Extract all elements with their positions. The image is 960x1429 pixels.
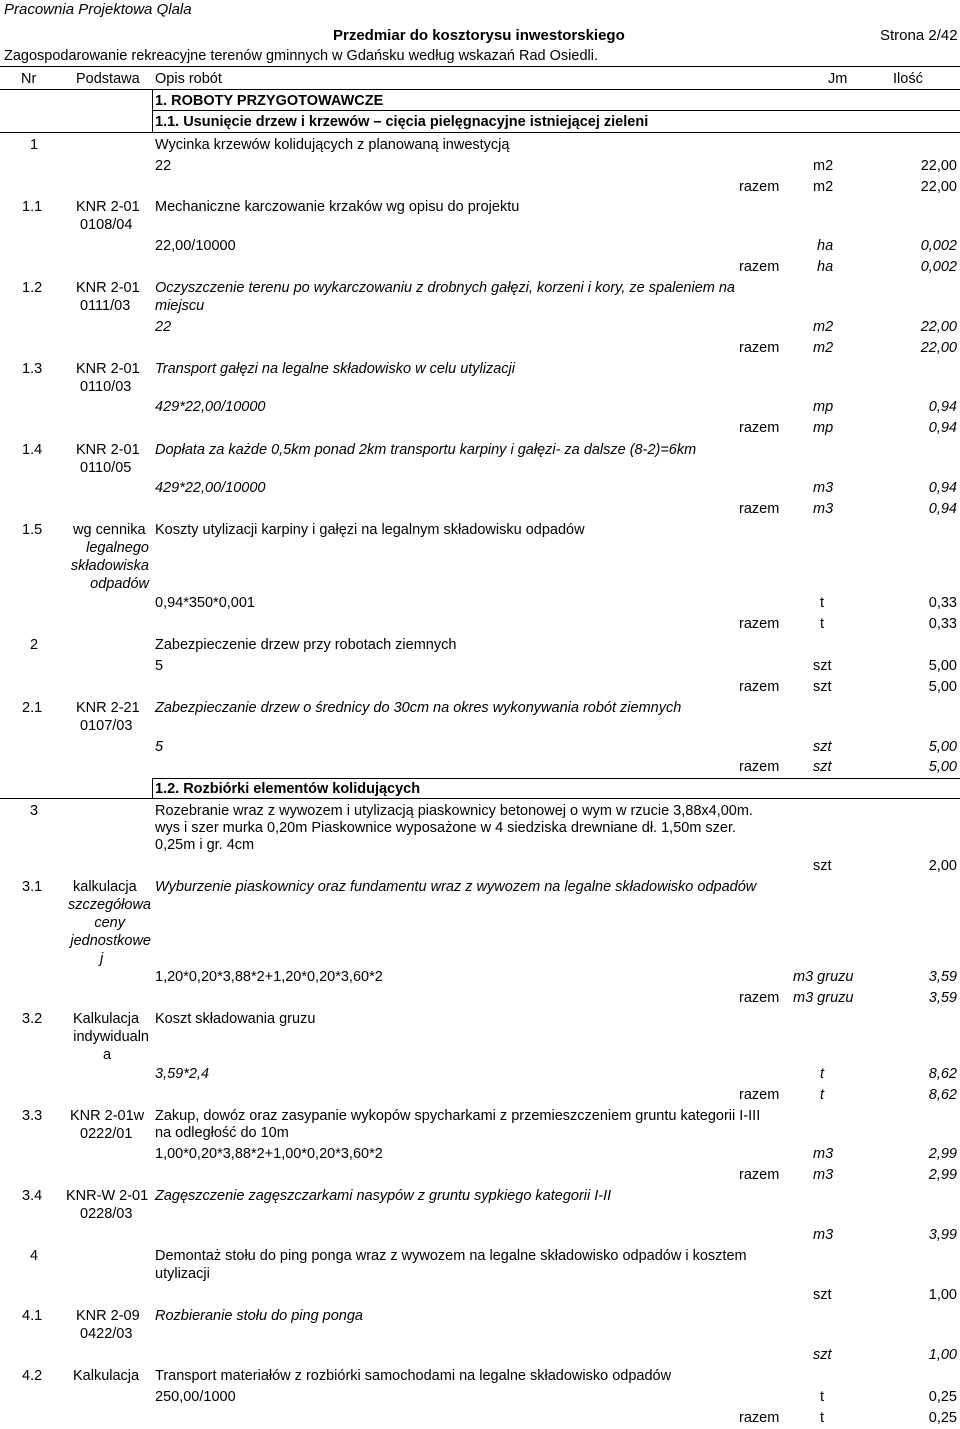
sum-label: razem bbox=[739, 990, 780, 1006]
item-unit: t bbox=[820, 1389, 825, 1405]
sum-unit: t bbox=[820, 1087, 825, 1103]
item-quantity: 22,00 bbox=[920, 319, 957, 335]
item-basis: KNR 2-09 bbox=[76, 1308, 140, 1324]
sum-label: razem bbox=[739, 420, 780, 436]
item-quantity: 8,62 bbox=[928, 1066, 957, 1082]
sum-label: razem bbox=[739, 1410, 780, 1426]
company-name: Pracownia Projektowa Qlala bbox=[4, 1, 192, 18]
item-basis: wg cennika bbox=[73, 522, 146, 538]
item-nr: 4.2 bbox=[22, 1368, 43, 1384]
item-description: Demontaż stołu do ping ponga wraz z wywozem na legalne składowisko odpadów i kosztem bbox=[155, 1248, 747, 1264]
item-unit: m3 bbox=[813, 480, 834, 496]
item-basis: 0110/05 bbox=[80, 460, 132, 476]
item-unit: t bbox=[820, 1066, 825, 1082]
item-quantity: 5,00 bbox=[928, 739, 957, 755]
col-nr: Nr bbox=[21, 71, 37, 87]
item-nr: 4.1 bbox=[22, 1308, 43, 1324]
item-basis: 0108/04 bbox=[80, 217, 133, 233]
item-basis: 0422/03 bbox=[80, 1326, 133, 1342]
sum-label: razem bbox=[739, 340, 780, 356]
item-description: Zakup, dowóz oraz zasypanie wykopów spycharkami z przemieszczeniem gruntu kategorii I-III bbox=[155, 1108, 761, 1124]
item-quantity: 0,94 bbox=[928, 480, 957, 496]
item-basis: KNR 2-01 bbox=[76, 199, 140, 215]
item-basis: szczegółowa bbox=[67, 897, 151, 913]
sum-quantity: 22,00 bbox=[920, 179, 957, 195]
sum-label: razem bbox=[739, 1087, 780, 1103]
item-quantity: 0,25 bbox=[928, 1389, 957, 1405]
item-basis: KNR 2-01 bbox=[76, 361, 140, 377]
item-description: Wycinka krzewów kolidujących z planowaną inwestycją bbox=[155, 137, 510, 153]
sum-unit: szt bbox=[813, 759, 832, 775]
item-description: Dopłata za każde 0,5km ponad 2km transportu karpiny i gałęzi- za dalsze (8-2)=6km bbox=[155, 442, 697, 458]
item-basis: j bbox=[100, 951, 104, 967]
item-unit: t bbox=[820, 595, 825, 611]
sum-unit: m3 bbox=[813, 1167, 834, 1183]
sum-quantity: 0,94 bbox=[928, 501, 957, 517]
item-nr: 1 bbox=[30, 137, 39, 153]
section-rule bbox=[0, 798, 960, 799]
item-nr: 3.3 bbox=[22, 1108, 43, 1124]
grid-line bbox=[152, 778, 153, 798]
item-calculation: 0,94*350*0,001 bbox=[155, 595, 255, 611]
sum-unit: mp bbox=[813, 420, 834, 436]
sum-quantity: 2,99 bbox=[928, 1167, 957, 1183]
item-basis: kalkulacja bbox=[73, 879, 137, 895]
item-nr: 1.3 bbox=[22, 361, 43, 377]
sum-quantity: 5,00 bbox=[928, 759, 957, 775]
document-title: Przedmiar do kosztorysu inwestorskiego bbox=[333, 27, 625, 44]
sum-unit: szt bbox=[813, 679, 832, 695]
item-unit: szt bbox=[813, 1347, 832, 1363]
header-bottom-rule bbox=[0, 89, 960, 90]
item-unit: szt bbox=[813, 858, 832, 874]
sum-quantity: 0,002 bbox=[920, 259, 957, 275]
item-basis: 0110/03 bbox=[80, 379, 132, 395]
col-podstawa: Podstawa bbox=[76, 71, 140, 87]
col-opis: Opis robót bbox=[155, 71, 222, 87]
item-quantity: 3,99 bbox=[928, 1227, 957, 1243]
item-basis: Kalkulacja bbox=[73, 1011, 140, 1027]
grid-line bbox=[152, 90, 153, 110]
item-calculation: 5 bbox=[155, 658, 164, 674]
sum-unit: m2 bbox=[813, 179, 834, 195]
sum-label: razem bbox=[739, 759, 780, 775]
item-nr: 1.4 bbox=[22, 442, 43, 458]
item-description: Transport gałęzi na legalne składowisko w celu utylizacji bbox=[155, 361, 515, 377]
item-basis: KNR 2-21 bbox=[76, 700, 140, 716]
item-quantity: 2,99 bbox=[928, 1146, 957, 1162]
item-description: utylizacji bbox=[155, 1266, 210, 1282]
item-description: wys i szer murka 0,20m Piaskownice wyposażone w 4 siedziska drewniane dł. 1,50m szer. bbox=[155, 820, 737, 836]
col-jm: Jm bbox=[828, 71, 848, 87]
item-basis: jednostkowe bbox=[70, 933, 151, 949]
sum-label: razem bbox=[739, 259, 780, 275]
project-subtitle: Zagospodarowanie rekreacyjne terenów gminnych w Gdańsku według wskazań Rad Osiedli. bbox=[4, 48, 599, 64]
sum-quantity: 8,62 bbox=[928, 1087, 957, 1103]
item-description: Zabezpieczanie drzew o średnicy do 30cm na okres wykonywania robót ziemnych bbox=[155, 700, 682, 716]
item-basis: ceny bbox=[94, 915, 125, 931]
header-top-rule bbox=[0, 66, 960, 67]
item-quantity: 1,00 bbox=[928, 1287, 957, 1303]
item-calculation: 22,00/10000 bbox=[155, 238, 236, 254]
item-basis: składowiska bbox=[70, 558, 149, 574]
sum-quantity: 0,33 bbox=[928, 616, 957, 632]
item-quantity: 0,002 bbox=[920, 238, 957, 254]
item-nr: 3.1 bbox=[22, 879, 43, 895]
item-quantity: 1,00 bbox=[928, 1347, 957, 1363]
item-basis: odpadów bbox=[90, 576, 149, 592]
item-calculation: 5 bbox=[155, 739, 164, 755]
sum-unit: m3 bbox=[813, 501, 834, 517]
item-description: Zabezpieczenie drzew przy robotach ziemnych bbox=[155, 637, 457, 653]
item-calculation: 22 bbox=[155, 319, 172, 335]
item-basis: 0111/03 bbox=[80, 298, 131, 314]
item-description: Oczyszczenie terenu po wykarczowaniu z drobnych gałęzi, korzeni i kory, ze spaleniem na bbox=[155, 280, 735, 296]
section-rule bbox=[0, 132, 960, 133]
item-description: Koszt składowania gruzu bbox=[155, 1011, 316, 1027]
item-quantity: 0,94 bbox=[928, 399, 957, 415]
sum-unit: m2 bbox=[813, 340, 834, 356]
item-quantity: 22,00 bbox=[920, 158, 957, 174]
item-basis: 0222/01 bbox=[80, 1126, 133, 1142]
item-unit: m2 bbox=[813, 158, 834, 174]
item-quantity: 2,00 bbox=[928, 858, 957, 874]
item-basis: KNR 2-01w bbox=[70, 1108, 145, 1124]
item-calculation: 250,00/1000 bbox=[155, 1389, 236, 1405]
item-nr: 3.4 bbox=[22, 1188, 43, 1204]
item-description: Mechaniczne karczowanie krzaków wg opisu do projektu bbox=[155, 199, 520, 215]
item-quantity: 3,59 bbox=[928, 969, 957, 985]
sum-quantity: 0,25 bbox=[928, 1410, 957, 1426]
sum-label: razem bbox=[739, 179, 780, 195]
section-heading: 1.1. Usunięcie drzew i krzewów – cięcia pielęgnacyjne istniejącej zieleni bbox=[155, 114, 649, 130]
item-nr: 3.2 bbox=[22, 1011, 43, 1027]
item-unit: szt bbox=[813, 1287, 832, 1303]
item-nr: 4 bbox=[30, 1248, 39, 1264]
item-basis: Kalkulacja bbox=[73, 1368, 140, 1384]
sum-label: razem bbox=[739, 501, 780, 517]
item-quantity: 5,00 bbox=[928, 658, 957, 674]
page-number: Strona 2/42 bbox=[880, 27, 958, 44]
item-description: Zagęszczenie zagęszczarkami nasypów z gruntu sypkiego kategorii I-II bbox=[155, 1188, 612, 1204]
item-calculation: 1,20*0,20*3,88*2+1,20*0,20*3,60*2 bbox=[155, 969, 383, 985]
item-calculation: 1,00*0,20*3,88*2+1,00*0,20*3,60*2 bbox=[155, 1146, 383, 1162]
item-basis: 0228/03 bbox=[80, 1206, 133, 1222]
section-rule bbox=[152, 778, 960, 779]
item-unit: m3 bbox=[813, 1227, 834, 1243]
item-nr: 1.1 bbox=[22, 199, 43, 215]
item-description: miejscu bbox=[155, 298, 205, 314]
item-unit: mp bbox=[813, 399, 834, 415]
section-heading: 1. ROBOTY PRZYGOTOWAWCZE bbox=[155, 93, 384, 109]
sum-unit: m3 gruzu bbox=[793, 990, 854, 1006]
item-unit: szt bbox=[813, 658, 832, 674]
item-nr: 1.5 bbox=[22, 522, 43, 538]
item-description: Transport materiałów z rozbiórki samochodami na legalne składowisko odpadów bbox=[155, 1368, 672, 1384]
sum-label: razem bbox=[739, 1167, 780, 1183]
item-quantity: 0,33 bbox=[928, 595, 957, 611]
item-description: na odległość do 10m bbox=[155, 1125, 289, 1141]
item-nr: 2.1 bbox=[22, 700, 43, 716]
item-basis: KNR-W 2-01 bbox=[66, 1188, 149, 1204]
item-nr: 3 bbox=[30, 803, 39, 819]
sum-quantity: 0,94 bbox=[928, 420, 957, 436]
item-calculation: 429*22,00/10000 bbox=[155, 399, 266, 415]
col-ilosc: Ilość bbox=[893, 71, 923, 87]
item-description: Rozebranie wraz z wywozem i utylizacją piaskownicy betonowej o wym w rzucie 3,88x4,00m. bbox=[155, 803, 753, 819]
sum-unit: t bbox=[820, 616, 825, 632]
item-basis: a bbox=[103, 1047, 112, 1063]
item-unit: ha bbox=[817, 238, 834, 254]
item-unit: m2 bbox=[813, 319, 834, 335]
item-basis: 0107/03 bbox=[80, 718, 133, 734]
grid-line bbox=[152, 110, 153, 132]
item-calculation: 429*22,00/10000 bbox=[155, 480, 266, 496]
item-unit: szt bbox=[813, 739, 832, 755]
sum-unit: t bbox=[820, 1410, 825, 1426]
sum-label: razem bbox=[739, 616, 780, 632]
section-rule bbox=[152, 110, 960, 111]
item-unit: m3 bbox=[813, 1146, 834, 1162]
item-description: 0,25m i gr. 4cm bbox=[155, 837, 255, 853]
sum-quantity: 22,00 bbox=[920, 340, 957, 356]
item-calculation: 22 bbox=[155, 158, 172, 174]
sum-label: razem bbox=[739, 679, 780, 695]
item-basis: legalnego bbox=[86, 540, 149, 556]
item-calculation: 3,59*2,4 bbox=[155, 1066, 210, 1082]
item-description: Rozbieranie stołu do ping ponga bbox=[155, 1308, 363, 1324]
item-description: Koszty utylizacji karpiny i gałęzi na legalnym składowisku odpadów bbox=[155, 522, 585, 538]
sum-quantity: 3,59 bbox=[928, 990, 957, 1006]
item-nr: 1.2 bbox=[22, 280, 43, 296]
item-description: Wyburzenie piaskownicy oraz fundamentu wraz z wywozem na legalne składowisko odpadów bbox=[155, 879, 757, 895]
sum-unit: ha bbox=[817, 259, 834, 275]
item-basis: KNR 2-01 bbox=[76, 442, 140, 458]
item-unit: m3 gruzu bbox=[793, 969, 854, 985]
sum-quantity: 5,00 bbox=[928, 679, 957, 695]
item-basis: indywidualn bbox=[73, 1029, 149, 1045]
section-heading: 1.2. Rozbiórki elementów kolidujących bbox=[155, 781, 421, 797]
item-basis: KNR 2-01 bbox=[76, 280, 140, 296]
item-nr: 2 bbox=[30, 637, 39, 653]
